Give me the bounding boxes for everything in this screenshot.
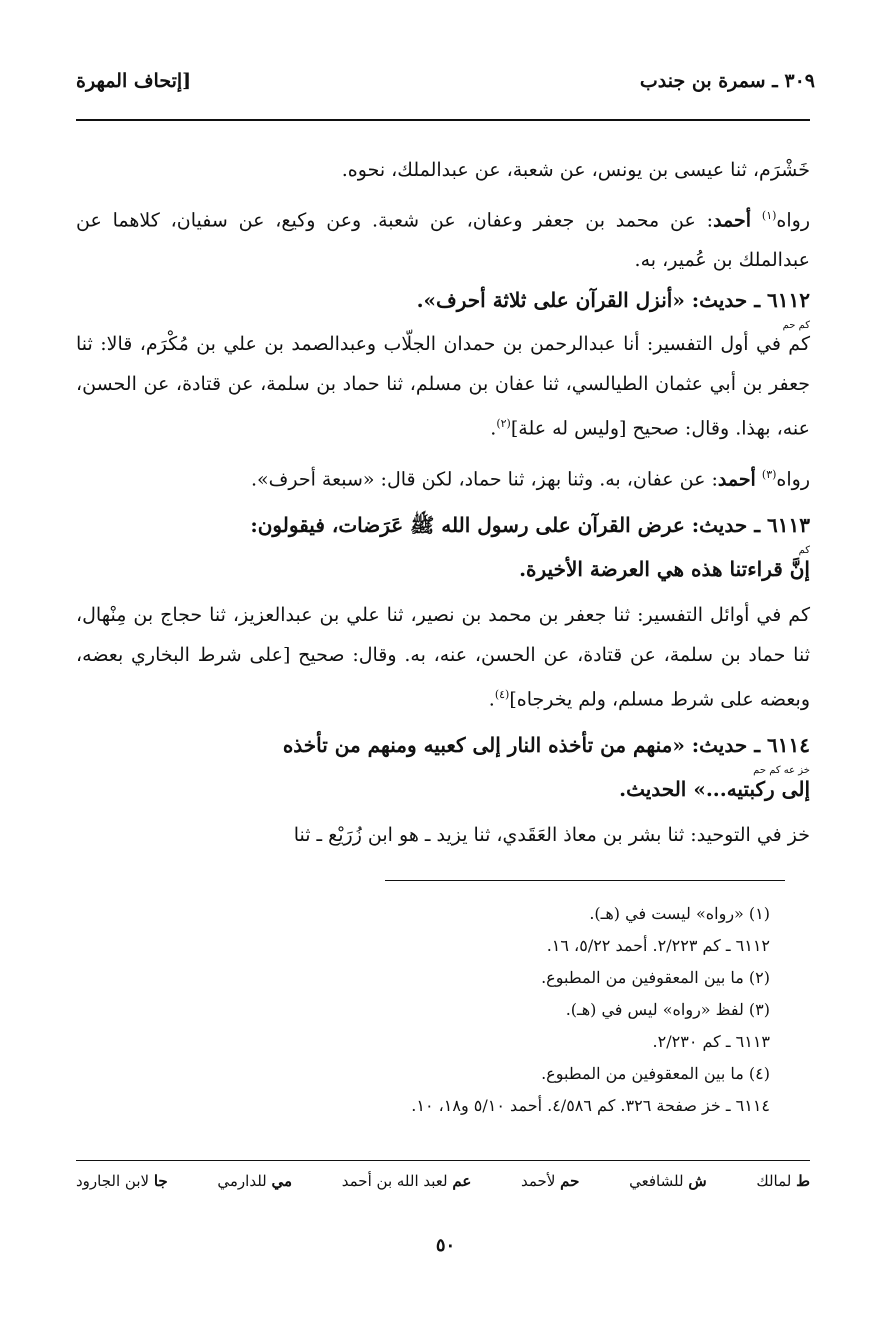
abbr-item — [756, 1172, 810, 1190]
siglum-6113: كم — [798, 544, 810, 556]
abbr-item — [217, 1172, 292, 1190]
book-title: [إتحاف المهرة — [76, 70, 192, 92]
running-header — [76, 62, 815, 102]
abbr-code: ش — [688, 1172, 707, 1190]
footnote-item: ٦١١٢ ـ كم ٢/٢٢٣. أحمد ٥/٢٢، ١٦. — [546, 936, 770, 955]
footnote-item: (١) «رواه» ليست في (هـ). — [589, 904, 770, 923]
siglum-6114: خز عه كم حم — [753, 765, 810, 777]
footnote-ref-2: (٢) — [496, 417, 511, 431]
line-continuation: خَشْرَم، ثنا عيسى بن يونس، عن شعبة، عن عبدالملك، نحوه. — [341, 159, 810, 181]
hadith-6114-isnad: خز في التوحيد: ثنا بشر بن معاذ العَقَدي، ثنا يزيد ـ هو ابن زُرَيْع ـ ثنا — [293, 824, 810, 847]
isnad-6112-text: كم في أول التفسير: أنا عبدالرحمن بن حمدان الجلّاب وعبدالصمد بن علي بن مُكْرَم، قالا: ثنا جعفر بن أبي عثمان الطيالسي، ثنا عفان بن مسلم، ثنا حماد بن سلمة، عن قتادة، عن الحسن، عنه، بهذا. وقال: صحيح [وليس له علة] — [76, 333, 810, 440]
abbr-item — [342, 1172, 472, 1190]
abbr-code: حم — [560, 1172, 580, 1190]
abbr-name: لمالك — [756, 1172, 792, 1190]
riwayah-lead: رواه — [776, 209, 811, 232]
abbreviation-rule — [76, 1160, 810, 1161]
isnad-6113-text: كم في أوائل التفسير: ثنا جعفر بن محمد بن نصير، ثنا علي بن عبدالعزيز، ثنا حجاج بن مِنْهال، ثنا حماد بن سلمة، عن قتادة، عن الحسن، عنه، به. وقال: صحيح [على شرط البخاري بعضه، وبعضه على شرط مسلم، ولم يخرجاه] — [76, 603, 810, 711]
abbr-code: مي — [271, 1172, 293, 1190]
main-text — [76, 150, 810, 855]
hadith-6112-heading: ٦١١٢ ـ حديث: «أنزل القرآن على ثلاثة أحرف». — [416, 288, 810, 313]
footnote-ref-3: (٣) — [761, 467, 777, 481]
footnote-item: (٣) لفظ «رواه» ليس في (هـ). — [565, 1000, 770, 1019]
abbr-name: للدارمي — [217, 1172, 267, 1190]
paragraph-riwayah-2 — [76, 455, 810, 499]
abbreviation-key — [76, 1172, 810, 1190]
abbr-name: لأحمد — [521, 1172, 556, 1190]
abbr-item — [76, 1172, 168, 1190]
footnote-item: (٢) ما بين المعقوفين من المطبوع. — [541, 968, 770, 987]
footnote-ref-1: (١) — [761, 209, 777, 222]
hadith-6114-heading-cont: إلى ركبتيه...» الحديث. — [619, 777, 810, 802]
riwayah-text: : عن محمد بن جعفر وعفان، عن شعبة. وعن وكيع، عن سفيان، كلاهما عن عبدالملك بن عُمير، به. — [76, 209, 810, 272]
abbr-item — [629, 1172, 707, 1190]
hadith-6114-heading: ٦١١٤ ـ حديث: «منهم من تأخذه النار إلى كعبيه ومنهم من تأخذه — [282, 733, 810, 758]
footnote-item: ٦١١٣ ـ كم ٢/٢٣٠. — [652, 1032, 770, 1051]
isnad-6112-end: . — [490, 417, 497, 440]
siglum-6112: كم حم — [782, 320, 810, 332]
hadith-6113-heading-cont: إنَّ قراءتنا هذه هي العرضة الأخيرة. — [519, 556, 810, 581]
footnote-rule — [385, 880, 785, 881]
ahmad-label-2: أحمد — [717, 467, 756, 490]
abbr-name: لعبد الله بن أحمد — [341, 1172, 448, 1190]
abbr-code: جا — [153, 1172, 168, 1190]
isnad-6113-end: . — [488, 688, 495, 711]
header-rule — [76, 119, 810, 121]
hadith-6112-isnad — [76, 324, 810, 448]
riwayah2-text: : عن عفان، به. وثنا بهز، ثنا حماد، لكن قال: «سبعة أحرف». — [250, 467, 718, 490]
footnote-ref-4: (٤) — [494, 687, 510, 701]
footnote-item: (٤) ما بين المعقوفين من المطبوع. — [541, 1064, 770, 1083]
footnotes — [90, 898, 770, 1122]
hadith-6113-isnad — [76, 595, 810, 719]
paragraph-riwayah-1 — [76, 196, 810, 280]
abbr-code: عم — [452, 1172, 472, 1190]
riwayah2-lead: رواه — [776, 467, 810, 490]
page-number: ٥٠ — [435, 1235, 456, 1256]
abbr-code: ط — [796, 1172, 810, 1190]
chapter-title: ٣٠٩ ـ سمرة بن جندب — [639, 70, 815, 92]
footnote-item: ٦١١٤ ـ خز صفحة ٣٢٦. كم ٤/٥٨٦. أحمد ٥/١٠ و١٨، ١٠. — [411, 1096, 770, 1115]
abbr-name: للشافعي — [629, 1172, 684, 1190]
abbr-name: لابن الجارود — [76, 1172, 150, 1190]
abbr-item — [521, 1172, 579, 1190]
hadith-6113-heading: ٦١١٣ ـ حديث: عرض القرآن على رسول الله ﷺ عَرَضات، فيقولون: — [250, 512, 810, 537]
ahmad-label: أحمد — [713, 209, 752, 232]
